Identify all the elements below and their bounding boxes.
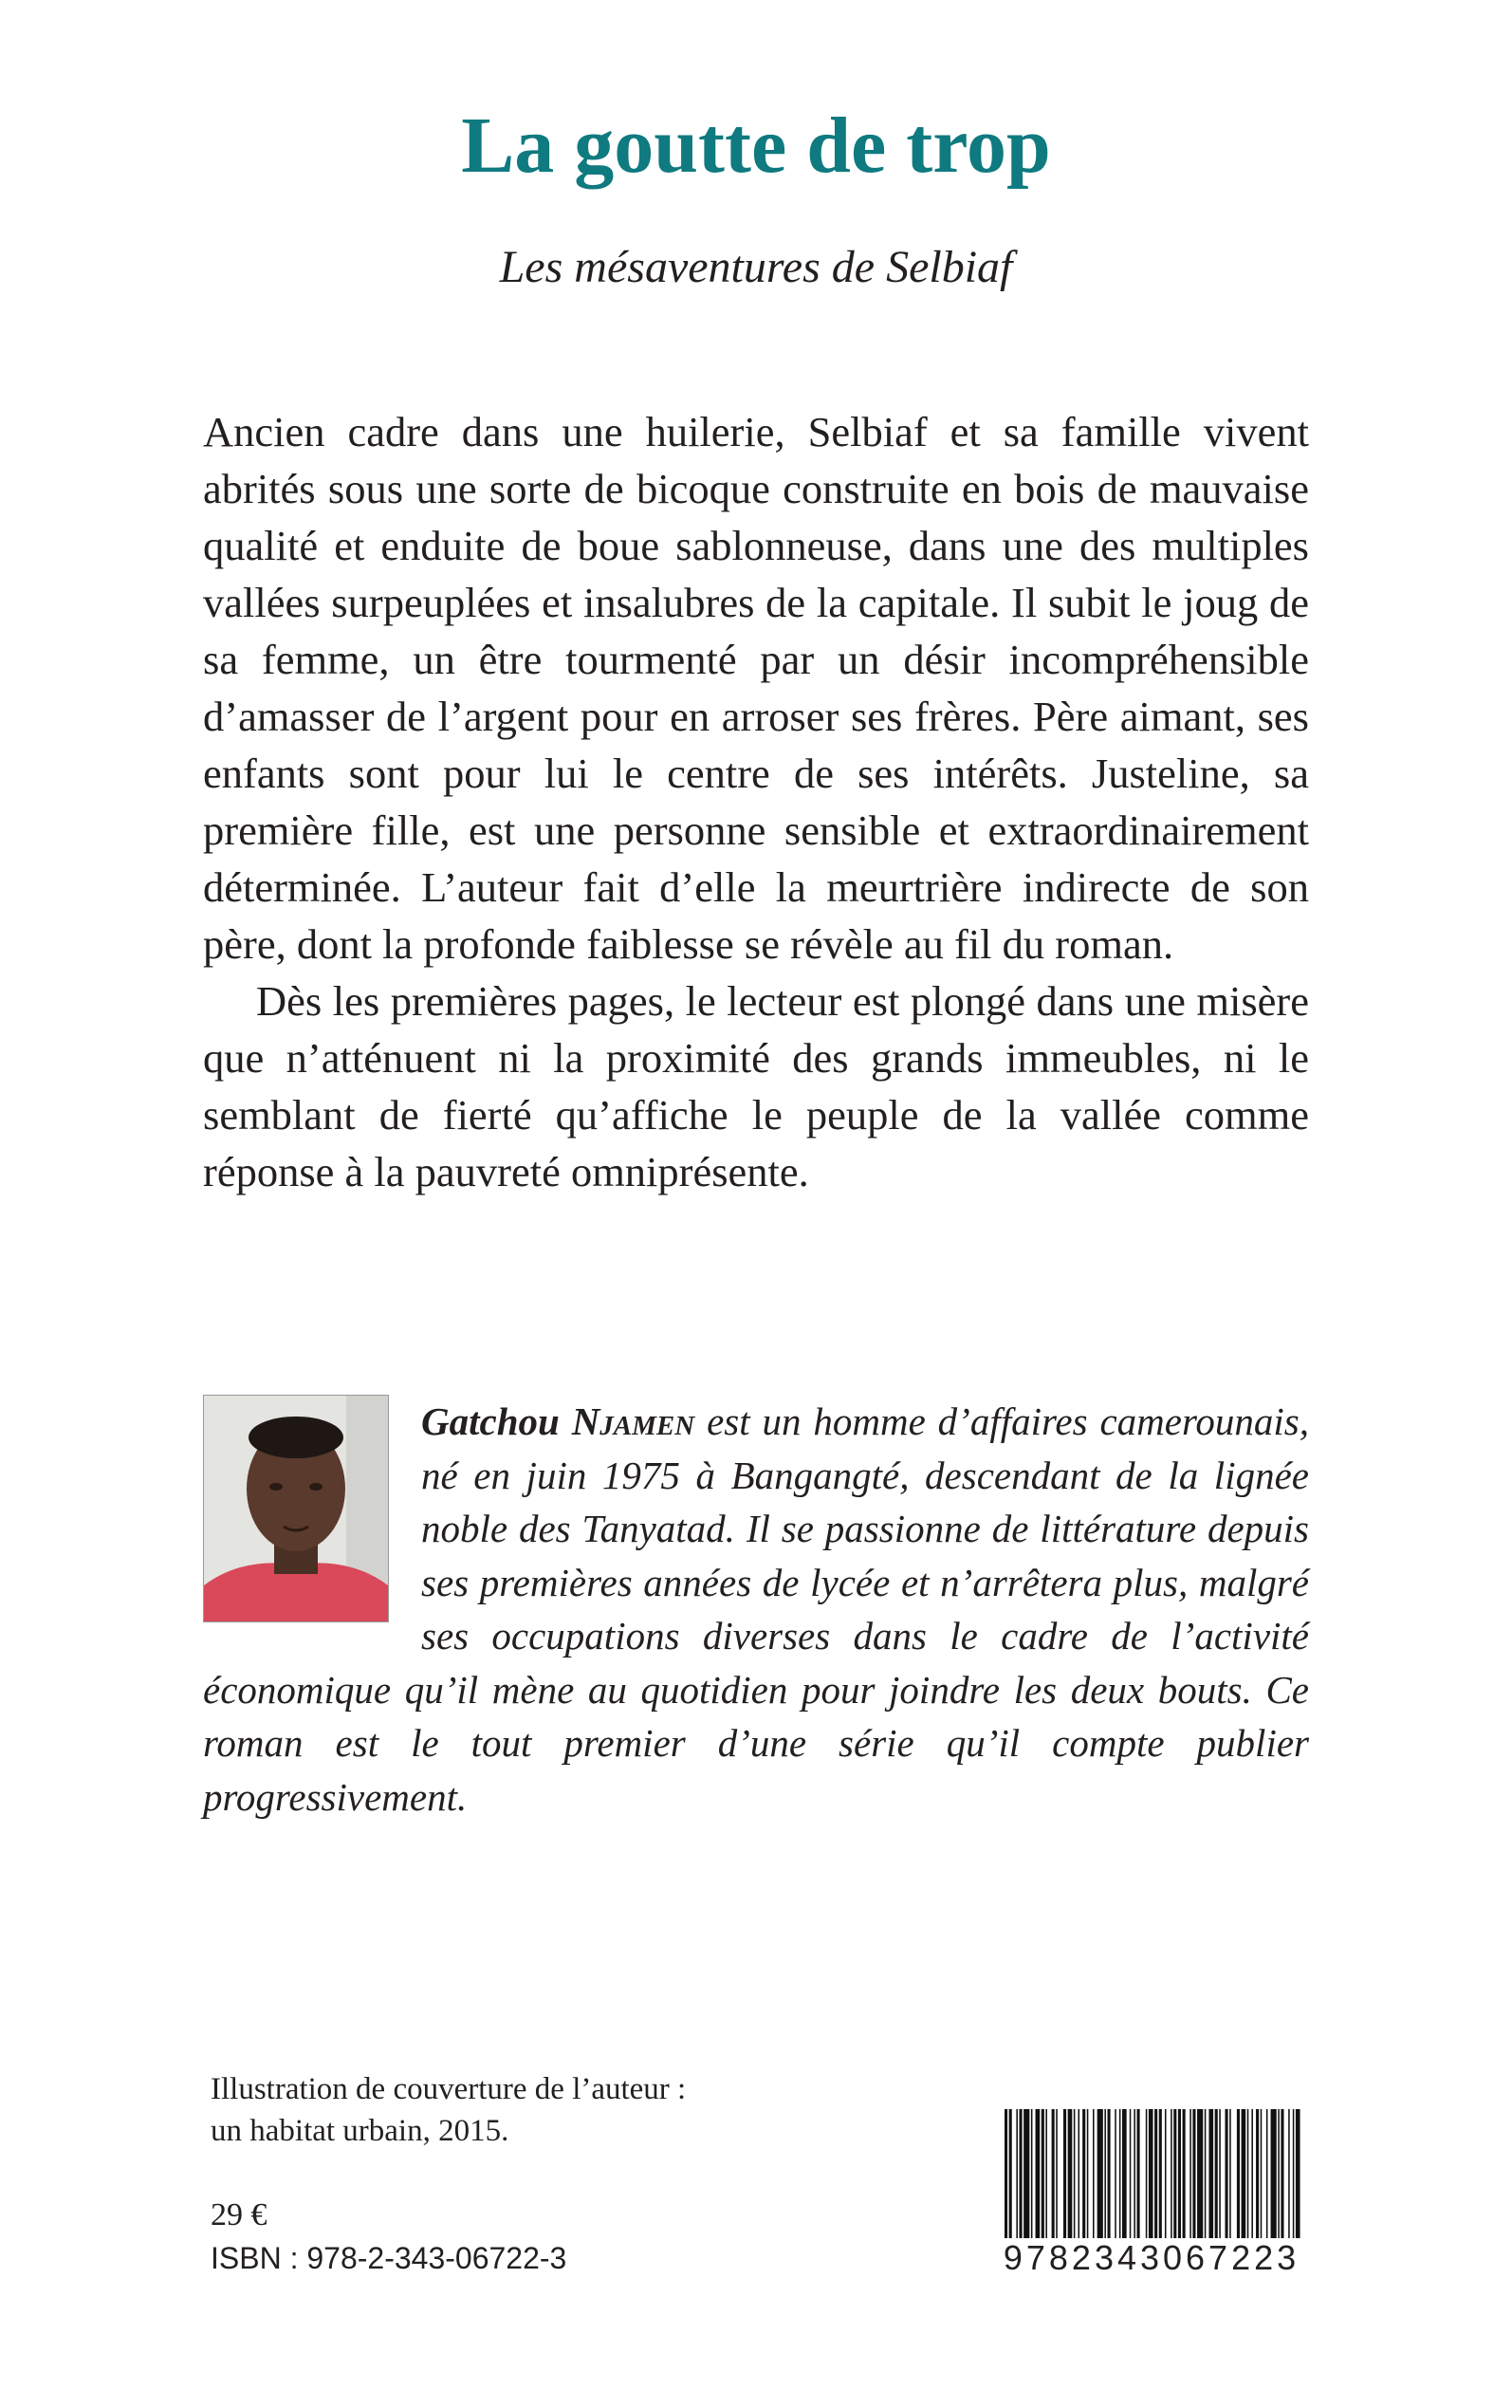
cover-illustration-credit — [211, 2068, 818, 2152]
credit-line-2: un habitat urbain, 2015. — [211, 2114, 509, 2148]
blurb-paragraph-1: Ancien cadre dans une huilerie, Selbiaf et sa famille vivent abrités sous une sorte de bicoque construite en bois de mauvaise qualité et enduite de boue sablonneuse, dans une des multiples vallées surpeuplées et insalubres de la capitale. Il subit le joug de sa femme, un être tourmenté par un désir incompréhensible d’amasser de l’argent pour en arroser ses frères. Père aimant, ses enfants sont pour lui le centre de ses intérêts. Justeline, sa première fille, est une personne sensible et extraordinairement déterminée. L’auteur fait d’elle la meurtrière indirecte de son père, dont la profonde faiblesse se révèle au fil du roman. — [203, 408, 1309, 968]
author-bio-text: est un homme d’affaires camerounais, né en juin 1975 à Bangangté, descendant de la lignée noble des Tanyatad. Il se passionne de littérature depuis ses premières années de lycée et n’arrêtera plus, malgré ses occupations diverses dans le cadre de l’activité économique qu’il mène au quotidien pour joindre les deux bouts. Ce roman est le tout premier d’une série qu’il compte publier progressivement. — [203, 1399, 1309, 1819]
author-bio — [203, 1395, 1309, 1824]
barcode-digits: 9782343067223 — [992, 2238, 1311, 2278]
book-subtitle: Les mésaventures de Selbiaf — [499, 242, 1013, 292]
book-title: La goutte de trop — [461, 102, 1051, 190]
author-last-name: Njamen — [571, 1399, 695, 1443]
credit-line-1: Illustration de couverture de l’auteur : — [211, 2072, 687, 2106]
author-photo — [203, 1395, 389, 1622]
author-first-name: Gatchou — [421, 1399, 560, 1443]
blurb-paragraph-2: Dès les premières pages, le lecteur est plongé dans une misère que n’atténuent ni la proximité des grands immeubles, ni le semblant de fierté qu’affiche le peuple de la vallée comme réponse à la pauvreté omniprésente. — [203, 977, 1309, 1195]
back-cover-blurb — [203, 403, 1309, 1200]
isbn: ISBN : 978-2-343-06722-3 — [211, 2241, 567, 2275]
price: 29 € — [211, 2197, 267, 2232]
